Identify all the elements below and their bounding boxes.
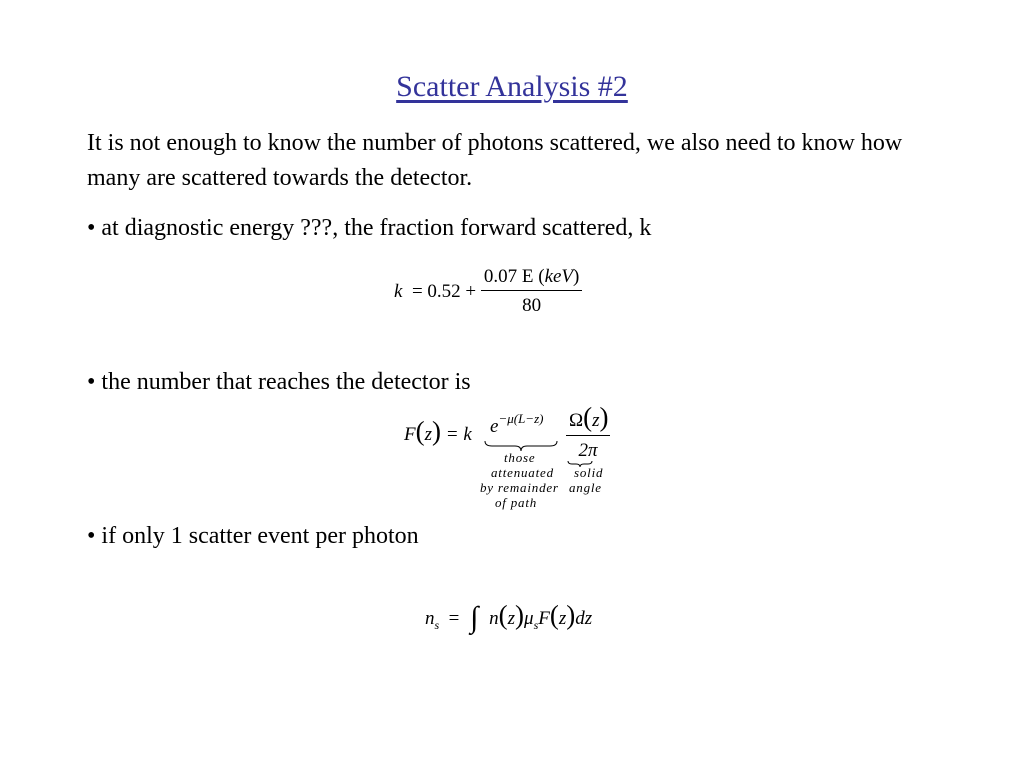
- equation-k-fraction: [394, 266, 582, 317]
- equation-k-lhs: k = 0.52 +: [394, 280, 477, 302]
- slide-title: Scatter Analysis #2: [396, 70, 628, 103]
- note-by-remainder: by remainder: [480, 480, 559, 495]
- note-solid: solid: [574, 465, 604, 480]
- bullet-single-scatter: • if only 1 scatter event per photon: [87, 523, 419, 549]
- intro-paragraph: It is not enough to know the number of photons scattered, we also need to know how many are scattered towards the detector.: [87, 130, 903, 191]
- integral-sign: ∫: [470, 601, 479, 634]
- note-those: those: [504, 450, 536, 465]
- note-angle: angle: [569, 480, 602, 495]
- equation-ns: $n_s$ = ∫ $n(z)\mu_sF(z)dz$: [425, 600, 593, 634]
- equation-k-numerator: 0.07 E (keV): [481, 266, 583, 291]
- equation-fz-solid-angle-fraction: $\frac{\Omega(z)}{2\pi}$: [566, 402, 610, 462]
- equation-fz: [404, 402, 634, 517]
- bullet-forward-scatter: • at diagnostic energy ???, the fraction forward scattered, k: [87, 215, 652, 241]
- bullet-detector-count: • the number that reaches the detector is: [87, 369, 471, 395]
- equation-fz-lhs: F(z) = k: [404, 416, 472, 446]
- equation-fz-exponential: $e^{-\mu(L-z)}$: [490, 411, 544, 437]
- note-attenuated: attenuated: [491, 465, 554, 480]
- note-of-path: of path: [495, 495, 538, 510]
- equation-k-denominator: 80: [522, 295, 542, 316]
- equation-k-fraction-term: [481, 266, 583, 317]
